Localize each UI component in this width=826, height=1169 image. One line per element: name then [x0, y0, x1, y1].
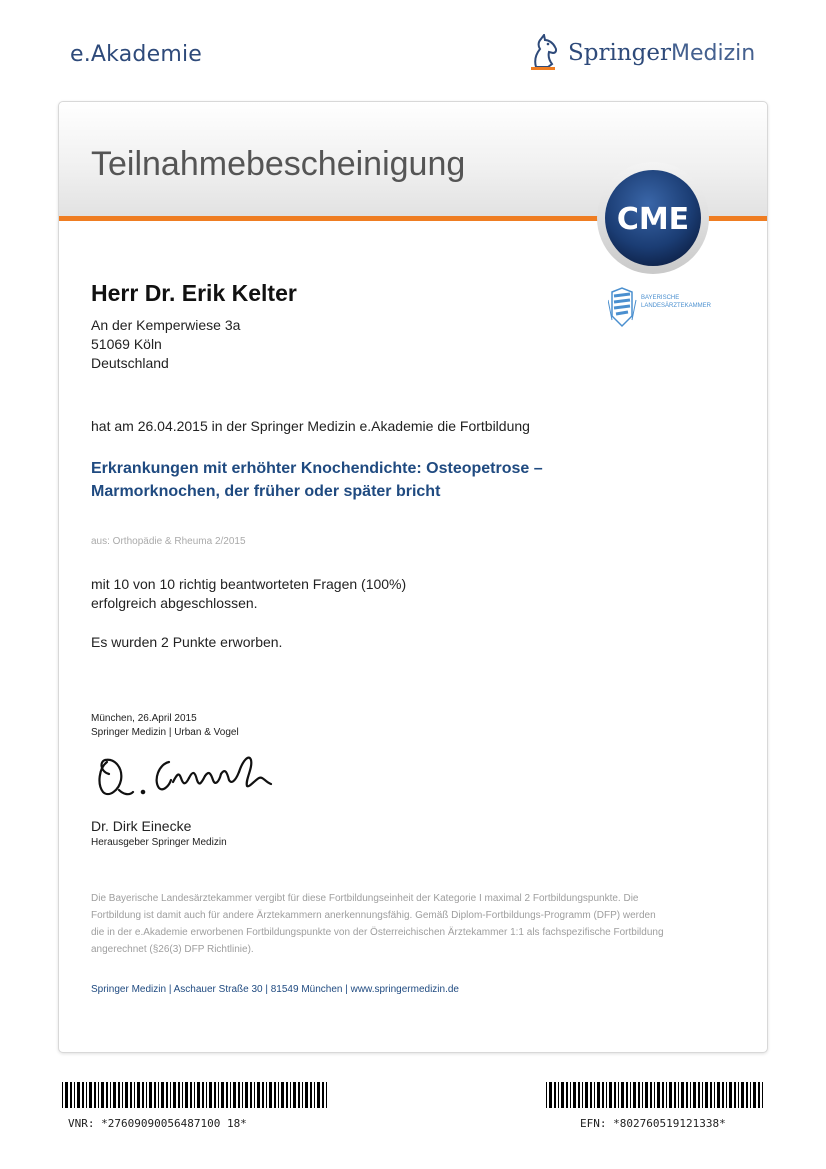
recipient-name: Herr Dr. Erik Kelter [91, 280, 297, 306]
barcode-bar [221, 1082, 224, 1108]
course-title-line1: Erkrankungen mit erhöhter Knochendichte: Osteopetrose – [91, 460, 543, 477]
address-city: 51069 Köln [91, 336, 162, 352]
barcode-bar [546, 1082, 547, 1108]
recipient-address [91, 316, 240, 373]
barcode-bar [758, 1082, 760, 1108]
springer-medizin-logo [528, 34, 768, 74]
legal-line: Die Bayerische Landesärztekammer vergibt für diese Fortbildungseinheit der Kategorie I maximal 2 Fortbildungspunkte. Die [91, 893, 639, 904]
barcode-bar [305, 1082, 308, 1108]
barcode-bar [173, 1082, 176, 1108]
barcode-bar [245, 1082, 248, 1108]
barcode-bar [82, 1082, 84, 1108]
course-title-line2: Marmorknochen, der früher oder später bricht [91, 483, 441, 500]
springer-brand-bold: Springer [568, 40, 671, 66]
barcode-bar [206, 1082, 207, 1108]
barcode-bar [226, 1082, 228, 1108]
barcode-bar [190, 1082, 192, 1108]
barcode-bar [722, 1082, 724, 1108]
barcode-bar [738, 1082, 739, 1108]
barcode-bar [702, 1082, 703, 1108]
barcode-bar [209, 1082, 212, 1108]
barcode-bar [681, 1082, 684, 1108]
cme-badge-text: CME [616, 202, 690, 237]
barcode-bar [645, 1082, 648, 1108]
barcode-bar [561, 1082, 564, 1108]
place-date-line: München, 26.April 2015 [91, 713, 197, 724]
barcode-bar [638, 1082, 640, 1108]
barcode-bar [281, 1082, 284, 1108]
barcode-bar [122, 1082, 123, 1108]
barcode-bar [125, 1082, 128, 1108]
barcode-bar [106, 1082, 108, 1108]
barcode-bar [753, 1082, 756, 1108]
barcode-bar [242, 1082, 243, 1108]
barcode-bar [585, 1082, 588, 1108]
barcode-bar [590, 1082, 592, 1108]
barcode-bar [161, 1082, 164, 1108]
barcode-bar [218, 1082, 219, 1108]
barcode-bar [290, 1082, 291, 1108]
legal-line: angerechnet (§26(3) DFP Richtlinie). [91, 944, 254, 955]
legal-notice [91, 890, 731, 958]
barcode-bar [693, 1082, 696, 1108]
result-text [91, 575, 406, 613]
barcode-bar [618, 1082, 619, 1108]
barcode-bar [149, 1082, 152, 1108]
result-line1: mit 10 von 10 richtig beantworteten Fragen (100%) [91, 576, 407, 592]
barcode-bar [158, 1082, 159, 1108]
cme-badge [596, 161, 710, 275]
barcode-bar [86, 1082, 87, 1108]
barcode-bar [154, 1082, 156, 1108]
barcode-bar [750, 1082, 751, 1108]
barcode-bar [77, 1082, 80, 1108]
barcode-bar [710, 1082, 712, 1108]
barcode-bar [614, 1082, 616, 1108]
legal-line: die in der e.Akademie erworbenen Fortbildungspunkte von der Österreichischen Ärztekammer 1:1 als fachspezifische Fortbildung [91, 927, 664, 938]
signer-role: Herausgeber Springer Medizin [91, 837, 227, 848]
barcode-bar [650, 1082, 652, 1108]
barcode-bar [594, 1082, 595, 1108]
barcode-bar [202, 1082, 204, 1108]
barcode-bar [554, 1082, 556, 1108]
chamber-name-line2: LANDESÄRZTEKAMMER [641, 303, 712, 309]
barcode-bar [233, 1082, 236, 1108]
vnr-label: VNR: *27609090056487100 18* [68, 1117, 247, 1130]
certificate-title: Teilnahmebescheinigung [91, 145, 466, 183]
barcode-bar [137, 1082, 140, 1108]
barcode-bar [89, 1082, 92, 1108]
result-line2: erfolgreich abgeschlossen. [91, 595, 258, 611]
barcode-bar [746, 1082, 748, 1108]
barcode-bar [65, 1082, 68, 1108]
barcode-bar [714, 1082, 715, 1108]
chamber-name-line1: BAYERISCHE [641, 295, 680, 301]
barcode-bar [698, 1082, 700, 1108]
course-source: aus: Orthopädie & Rheuma 2/2015 [91, 536, 246, 547]
barcode-bar [734, 1082, 736, 1108]
barcode-bar [262, 1082, 264, 1108]
completion-intro: hat am 26.04.2015 in der Springer Medizin e.Akademie die Fortbildung [91, 418, 530, 434]
barcode-bar [597, 1082, 600, 1108]
barcode-bar [238, 1082, 240, 1108]
barcode-bar [266, 1082, 267, 1108]
barcode-bar [657, 1082, 660, 1108]
barcode-bar [113, 1082, 116, 1108]
barcode-bar [302, 1082, 303, 1108]
barcode-bar [197, 1082, 200, 1108]
springer-brand-light: Medizin [670, 41, 756, 66]
barcode-bar [570, 1082, 571, 1108]
barcode-bar [630, 1082, 631, 1108]
address-street: An der Kemperwiese 3a [91, 317, 241, 333]
barcode-bar [194, 1082, 195, 1108]
barcode-bar [717, 1082, 720, 1108]
barcode-bar [286, 1082, 288, 1108]
barcode-bar [726, 1082, 727, 1108]
barcode-bar [662, 1082, 664, 1108]
horse-head-icon [528, 34, 560, 72]
barcode-bar [314, 1082, 315, 1108]
footer-address: Springer Medizin | Aschauer Straße 30 | 81549 München | www.springermedizin.de [91, 984, 459, 995]
legal-line: Fortbildung ist damit auch für andere Ärztekammern anerkennungsfähig. Gemäß Diplom-Fortbildungs-Programm (DFP) werden [91, 910, 656, 921]
barcode-bar [762, 1082, 763, 1108]
barcode-bar [310, 1082, 312, 1108]
barcode-bar [166, 1082, 168, 1108]
barcode-bar [741, 1082, 744, 1108]
barcode-bar [621, 1082, 624, 1108]
signer-name: Dr. Dirk Einecke [91, 818, 192, 834]
barcode-bar [293, 1082, 296, 1108]
barcode-bar [98, 1082, 99, 1108]
barcode-bar [317, 1082, 320, 1108]
points-text: Es wurden 2 Punkte erworben. [91, 634, 283, 650]
vnr-barcode [62, 1082, 330, 1108]
barcode-bar [654, 1082, 655, 1108]
barcode-bar [558, 1082, 559, 1108]
eakademie-logo: e.Akademie [70, 42, 202, 67]
barcode-bar [690, 1082, 691, 1108]
barcode-bar [602, 1082, 604, 1108]
barcode-bar [101, 1082, 104, 1108]
barcode-bar [170, 1082, 171, 1108]
barcode-bar [573, 1082, 576, 1108]
barcode-bar [678, 1082, 679, 1108]
course-title [91, 457, 651, 503]
barcode-bar [269, 1082, 272, 1108]
barcode-bar [686, 1082, 688, 1108]
barcode-bar [230, 1082, 231, 1108]
barcode-bar [254, 1082, 255, 1108]
bavarian-crest-icon [608, 286, 718, 330]
barcode-bar [566, 1082, 568, 1108]
barcode-bar [633, 1082, 636, 1108]
barcode-bar [214, 1082, 216, 1108]
barcode-bar [549, 1082, 552, 1108]
barcode-bar [606, 1082, 607, 1108]
barcode-bar [666, 1082, 667, 1108]
barcode-bar [705, 1082, 708, 1108]
barcode-bar [626, 1082, 628, 1108]
barcode-bar [729, 1082, 732, 1108]
efn-barcode [546, 1082, 764, 1108]
barcode-bar [278, 1082, 279, 1108]
barcode-bar [142, 1082, 144, 1108]
barcode-bar [609, 1082, 612, 1108]
barcode-bar [669, 1082, 672, 1108]
handwritten-signature [93, 748, 283, 804]
barcode-bar [298, 1082, 300, 1108]
barcode-bar [322, 1082, 324, 1108]
barcode-bar [257, 1082, 260, 1108]
barcode-bar [62, 1082, 63, 1108]
barcode-bar [182, 1082, 183, 1108]
barcode-bar [674, 1082, 676, 1108]
barcode-bar [94, 1082, 96, 1108]
barcode-bar [130, 1082, 132, 1108]
barcode-bar [134, 1082, 135, 1108]
place-date [91, 712, 239, 740]
barcode-bar [110, 1082, 111, 1108]
barcode-bar [578, 1082, 580, 1108]
address-country: Deutschland [91, 355, 169, 371]
barcode-bar [118, 1082, 120, 1108]
publisher-line: Springer Medizin | Urban & Vogel [91, 727, 239, 738]
barcode-bar [70, 1082, 72, 1108]
barcode-bar [642, 1082, 643, 1108]
barcode-bar [178, 1082, 180, 1108]
barcode-bar [185, 1082, 188, 1108]
barcode-bar [326, 1082, 327, 1108]
barcode-bar [274, 1082, 276, 1108]
efn-label: EFN: *802760519121338* [580, 1117, 726, 1130]
barcode-bar [146, 1082, 147, 1108]
barcode-bar [582, 1082, 583, 1108]
barcode-bar [250, 1082, 252, 1108]
barcode-bar [74, 1082, 75, 1108]
